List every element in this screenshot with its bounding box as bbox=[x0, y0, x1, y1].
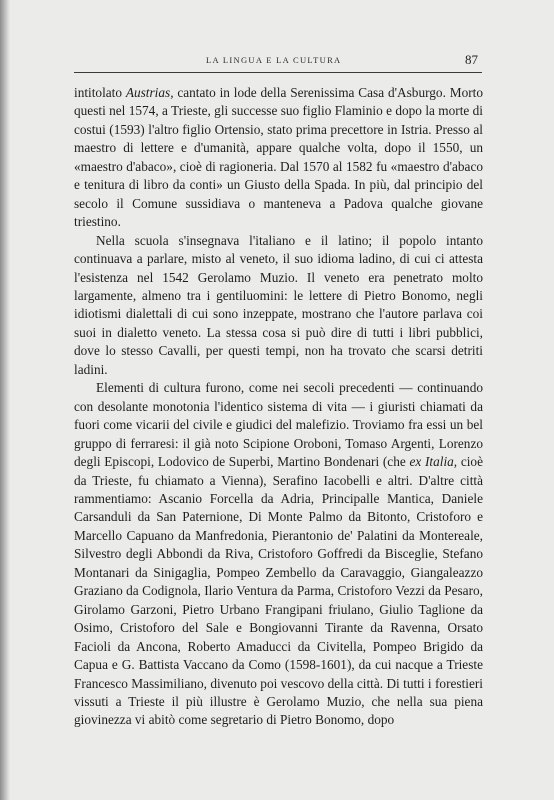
paragraph bbox=[74, 84, 483, 232]
running-head: LA LINGUA E LA CULTURA bbox=[206, 55, 342, 65]
body-text bbox=[74, 84, 483, 730]
paragraph bbox=[74, 232, 483, 380]
header-rule bbox=[74, 72, 482, 73]
paragraph bbox=[74, 379, 483, 730]
text-run: cantato in lode della Serenissima Casa d'Asburgo. Morto questi nel 1574, a Trieste, gli successe suo figlio Flaminio e dopo la morte di costui (1593) l'altro figlio Ortensio, stato prima precettore in Istria. Presso al maestro di lettere e d'umanità, appare qualche volta, dopo il 1550, un «maestro d'abaco», cioè di ragioneria. Dal 1570 al 1582 fu «maestro d'abaco e tenitura di libro da conti» un Giusto della Spada. In più, dal principio del secolo il Comune sussidiava o manteneva a Padova qualche giovane triestino. bbox=[74, 85, 483, 230]
text-run: Elementi di cultura furono, come nei secoli precedenti — continuando con desolante monotonia l'identico sistema di vita — i giuristi chiamati da fuori come vicarii del civile e giudici del malefizio. Troviamo fra essi un bel gruppo di ferraresi: il già noto Scipione Oroboni, Tomaso Argenti, Lorenzo degli Episcopi, Lodovico de Superbi, Martino Bondenari (che bbox=[74, 380, 483, 470]
italic-phrase: ex Italia, bbox=[409, 454, 458, 470]
page-edge-shadow bbox=[0, 0, 10, 800]
page-number: 87 bbox=[465, 52, 478, 67]
text-run: cioè da Trieste, fu chiamato a Vienna), Serafino Iacobelli e altri. D'altre città rammentiamo: Ascanio Forcella da Adria, Principalle Mantica, Daniele Carsanduli da San Paternione, Di Monte Palmo da Bitonto, Cristoforo e Marcello Capuano da Manfredonia, Pierantonio de' Palatini da Montereale, Silvestro degli Abbondi da Riva, Cristoforo Goffredi da Bisceglie, Stefano Montanari da Sinigaglia, Pompeo Zembello da Caravaggio, Giangaleazzo Graziano da Codignola, Ilario Ventura da Parma, Cristoforo Vezzi da Pesaro, Girolamo Garzoni, Pietro Urbano Frangipani friulano, Giulio Taglione da Osimo, Cristoforo del Sale e Bongiovanni Tirante da Ravenna, Orsato Facioli da Ancona, Roberto Amaducci da Civitella, Pompeo Brigido da Capua e G. Battista Vaccano da Como (1598-1601), da cui nacque a Trieste Francesco Massimiliano, divenuto poi vescovo della città. Di tutti i forestieri vissuti a Trieste il più illustre è Gerolamo Muzio, che nella sua piena giovinezza vi abitò come segretario di Pietro Bonomo, dopo bbox=[74, 454, 483, 728]
page-header bbox=[74, 52, 482, 70]
text-run: intitolato bbox=[74, 85, 126, 100]
text-run: Nella scuola s'insegnava l'italiano e il latino; il popolo intanto continuava a parlare, misto al veneto, il suo idioma ladino, di cui ci attesta l'esistenza nel 1542 Gerolamo Muzio. Il veneto era penetrato molto largamente, almeno tra i gentiluomini: le lettere di Pietro Bonomo, negli idiotismi dialettali di cui sono inzeppate, mostrano che l'autore parlava coi suoi in dialetto veneto. La stessa cosa si può dire di tutti i libri pubblici, dove lo stesso Cavalli, per questi tempi, non ha trovato che scarsi detriti ladini. bbox=[74, 232, 483, 377]
italic-title: Austrias, bbox=[125, 85, 174, 100]
